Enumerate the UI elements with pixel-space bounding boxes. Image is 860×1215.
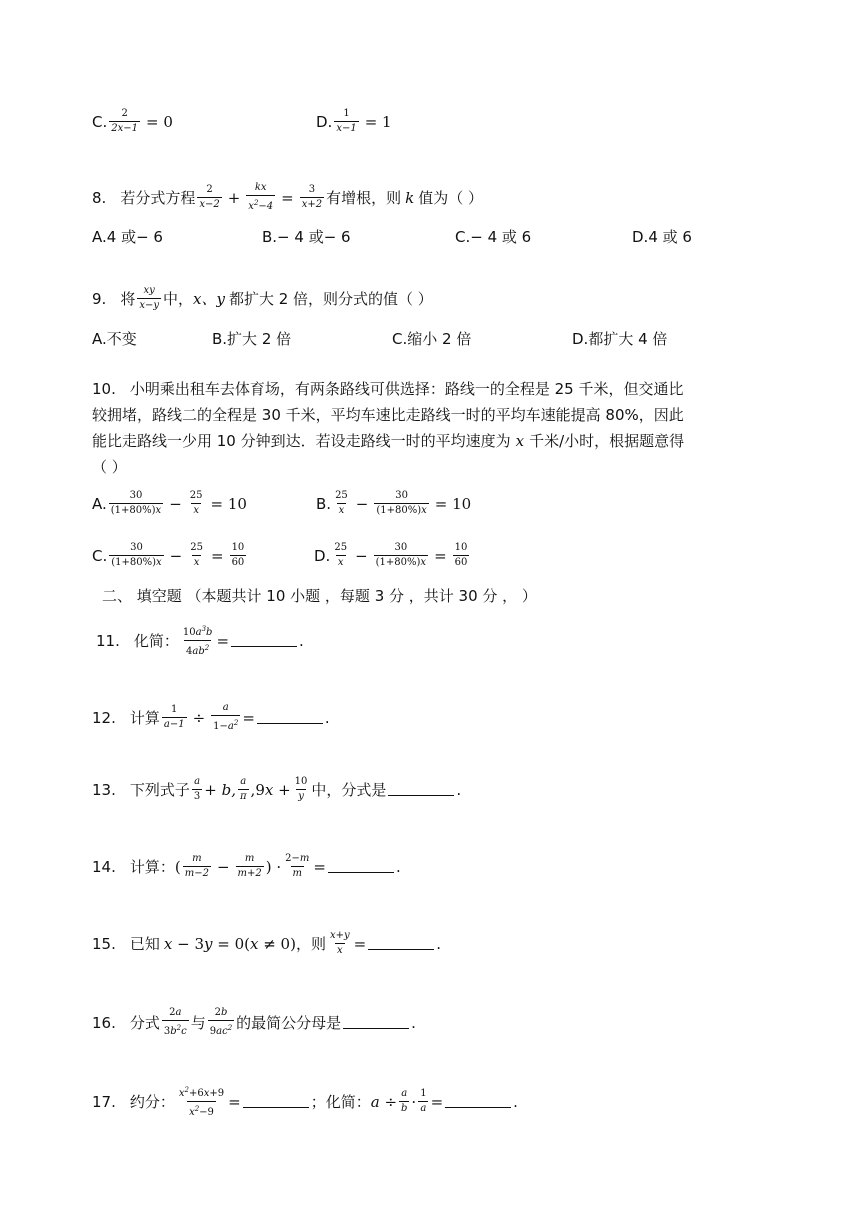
- q10-line-2: 较拥堵，路线二的全程是 30 千米，平均车速比走路线一时的平均车速能提高 80%，因此: [92, 406, 684, 424]
- q9-stem: [92, 285, 433, 312]
- period: .: [513, 1092, 518, 1111]
- fraction: $\frac{30}{(1+80\%)x}$: [376, 490, 427, 516]
- q10-option-d: [314, 542, 471, 569]
- fraction: $\frac{1}{x-1}$: [336, 108, 357, 134]
- fraction: $\frac{m}{m+2}$: [237, 853, 262, 879]
- q8-text-b: 有增根，则: [326, 189, 402, 207]
- q8-stem: [92, 182, 483, 213]
- answer-blank[interactable]: [231, 634, 297, 647]
- q11-text-a: 化简：: [133, 632, 179, 650]
- fraction: $\frac{x^2+6x+9}{x^2-9}$: [178, 1086, 225, 1118]
- q10-number: 10.: [92, 380, 116, 398]
- q10-var-x: x: [515, 432, 525, 450]
- fraction: $\frac{kx}{x^2-4}$: [248, 182, 274, 212]
- q9-text-c: 都扩大 2 倍，则分式的值（ ）: [228, 290, 433, 308]
- q14-text-a: 计算：: [129, 858, 175, 876]
- math: =: [430, 1092, 444, 1111]
- q10-option-a: [92, 490, 251, 517]
- math: −: [169, 546, 183, 565]
- math: −: [355, 494, 369, 513]
- q15-text-a: 已知: [129, 935, 160, 953]
- q10-c-label: C.: [92, 546, 108, 565]
- q15-number: 15.: [92, 934, 116, 953]
- fraction: $\frac{10a^3b}{4ab^2}$: [182, 625, 213, 657]
- q9-option-b: B.扩大 2 倍: [212, 330, 292, 348]
- q13-number: 13.: [92, 780, 116, 799]
- q17-text-b: ；化简：: [310, 1093, 371, 1111]
- fraction: $\frac{25}{x}$: [335, 490, 348, 516]
- fraction: $\frac{2a}{3b^2c}$: [163, 1007, 187, 1037]
- fraction: $\frac{a}{3}$: [193, 776, 201, 802]
- q10-b-label: B.: [316, 494, 332, 513]
- fraction: $\frac{2-m}{m}$: [285, 853, 310, 879]
- q16-number: 16.: [92, 1013, 116, 1032]
- math: ) ·: [265, 857, 282, 876]
- math: = 0: [146, 112, 173, 131]
- q7-option-d: [316, 108, 396, 135]
- q17-text-a: 约分：: [129, 1093, 175, 1111]
- q8-option-b: B.− 4 或− 6: [262, 228, 351, 246]
- q10-line-3b: 千米/小时，根据题意得: [529, 432, 685, 450]
- fraction: $\frac{30}{(1+80\%)x}$: [111, 542, 162, 568]
- q9-vars: x、y: [193, 290, 225, 308]
- fraction: $\frac{xy}{x-y}$: [139, 285, 159, 311]
- fraction: $\frac{30}{(1+80\%)x}$: [110, 490, 162, 516]
- q11: [96, 623, 304, 658]
- fraction: $\frac{2}{2x-1}$: [111, 108, 138, 134]
- q10-line-1-text: 小明乘出租车去体育场，有两条路线可供选择：路线一的全程是 25 千米，但交通比: [129, 380, 684, 398]
- q9-option-a: A.不变: [92, 330, 137, 348]
- answer-blank[interactable]: [328, 860, 394, 873]
- period: .: [299, 631, 304, 650]
- q12: [92, 702, 330, 733]
- math: =: [434, 546, 447, 565]
- math: =: [281, 188, 294, 207]
- period: .: [395, 857, 401, 876]
- q10-line-3: [92, 428, 772, 454]
- fraction: $\frac{30}{(1+80\%)x}$: [375, 542, 427, 568]
- q13-text-a: 下列式子: [129, 781, 190, 799]
- math: ÷: [192, 708, 206, 727]
- q9-number: 9.: [92, 289, 107, 308]
- answer-blank[interactable]: [368, 937, 434, 950]
- section-2-title: 二、 填空题 （本题共计 10 小题 ，每题 3 分 ，共计 30 分 ， ）: [102, 587, 537, 605]
- q17-number: 17.: [92, 1092, 116, 1111]
- math: (: [174, 857, 181, 876]
- fraction: $\frac{1}{a-1}$: [163, 704, 185, 730]
- q8-option-c: C.− 4 或 6: [455, 228, 532, 246]
- answer-blank[interactable]: [445, 1095, 511, 1108]
- fraction: $\frac{25}{x}$: [334, 542, 348, 568]
- period: .: [436, 934, 441, 953]
- math: =: [210, 546, 224, 565]
- period: .: [411, 1013, 416, 1032]
- q12-number: 12.: [92, 708, 116, 727]
- answer-blank[interactable]: [388, 783, 454, 796]
- math: + b,: [204, 780, 236, 799]
- fraction: $\frac{25}{x}$: [189, 490, 203, 516]
- q10-line-3a: 能比走路线一少用 10 分钟到达．若设走路线一时的平均速度为: [92, 432, 511, 450]
- q10-option-b: [316, 490, 475, 517]
- math: −: [355, 546, 368, 565]
- math: = 10: [434, 494, 472, 513]
- q17: [92, 1084, 518, 1119]
- math: = 10: [210, 494, 247, 513]
- math: −: [216, 857, 230, 876]
- math: =: [313, 857, 326, 876]
- q10-a-label: A.: [92, 494, 107, 513]
- q9-text-b: 中，: [163, 290, 194, 308]
- fraction: $\frac{25}{x}$: [190, 542, 203, 568]
- q10-stem: [92, 376, 772, 480]
- q7-c-label: C.: [92, 112, 108, 131]
- q10-line-1: [92, 376, 772, 402]
- answer-blank[interactable]: [257, 711, 323, 724]
- period: .: [456, 780, 462, 799]
- q13: [92, 776, 461, 803]
- q8-number: 8.: [92, 188, 107, 207]
- math: ·: [411, 1092, 417, 1111]
- q9-option-d: D.都扩大 4 倍: [572, 330, 668, 348]
- q7-option-c: [92, 108, 177, 135]
- fraction: $\frac{10}{60}$: [231, 542, 245, 568]
- fraction: $\frac{x+y}{x}$: [329, 930, 350, 956]
- q10-option-c: [92, 542, 248, 569]
- q8-option-a: A.4 或− 6: [92, 228, 163, 246]
- fraction: $\frac{m}{m-2}$: [184, 853, 209, 879]
- q8-text-c: 值为（ ）: [418, 189, 484, 207]
- math: =: [353, 934, 367, 953]
- math: +: [227, 188, 241, 207]
- fraction: $\frac{a}{1-a^2}$: [213, 702, 239, 732]
- fraction: $\frac{a}{\pi}$: [239, 776, 247, 802]
- math: = 1: [364, 112, 392, 131]
- fraction: $\frac{2}{x-2}$: [199, 184, 220, 210]
- q14: [92, 853, 401, 880]
- fraction: $\frac{3}{x+2}$: [301, 184, 323, 210]
- q15-text-b: ，则: [295, 935, 326, 953]
- fraction: $\frac{2b}{9ac^2}$: [209, 1007, 233, 1037]
- q9-text-a: 将: [120, 290, 136, 308]
- math: =: [242, 708, 255, 727]
- q10-line-4: （ ）: [92, 458, 127, 476]
- q10-d-label: D.: [314, 546, 331, 565]
- fraction: $\frac{a}{b}$: [401, 1088, 408, 1114]
- math: −: [169, 494, 182, 513]
- fraction: $\frac{10}{y}$: [294, 776, 308, 802]
- q9-option-c: C.缩小 2 倍: [392, 330, 472, 348]
- answer-blank[interactable]: [243, 1095, 309, 1108]
- math: =: [216, 631, 230, 650]
- q12-text-a: 计算: [129, 709, 160, 727]
- math: =: [228, 1092, 241, 1111]
- q15: [92, 930, 441, 957]
- q16-text-a: 分式: [129, 1014, 160, 1032]
- math: x − 3y = 0(x ≠ 0): [163, 934, 296, 953]
- q16: [92, 1007, 416, 1038]
- q13-text-b: 中，分式是: [311, 781, 387, 799]
- q16-text-b: 与: [190, 1014, 206, 1032]
- answer-blank[interactable]: [343, 1016, 409, 1029]
- q11-number: 11.: [96, 631, 120, 650]
- q16-text-c: 的最简公分母是: [236, 1014, 342, 1032]
- q8-text-a: 若分式方程: [120, 189, 196, 207]
- q7-d-label: D.: [316, 112, 333, 131]
- q8-option-d: D.4 或 6: [632, 228, 692, 246]
- math: ,9x +: [250, 780, 291, 799]
- fraction: $\frac{10}{60}$: [454, 542, 468, 568]
- fraction: $\frac{1}{a}$: [420, 1088, 427, 1114]
- q14-number: 14.: [92, 857, 116, 876]
- q8-var-k: k: [405, 188, 415, 207]
- period: .: [324, 708, 330, 727]
- math: a ÷: [370, 1092, 398, 1111]
